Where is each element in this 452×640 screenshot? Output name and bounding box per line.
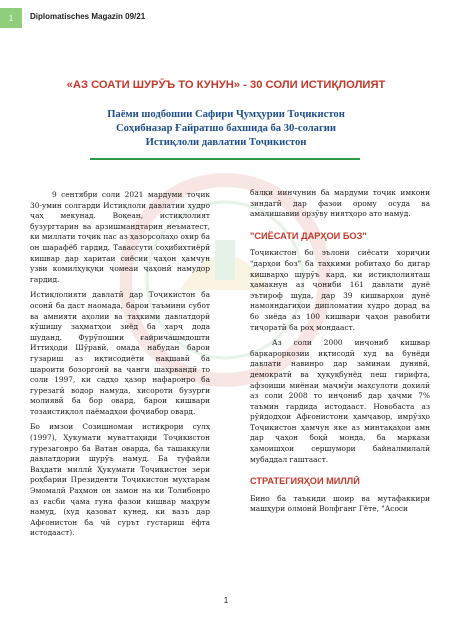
article-subtitle — [60, 108, 392, 150]
page-number: 1 — [223, 596, 229, 605]
body-paragraph: 9 сентябри соли 2021 мардуми тоҷик 30-умин солгарди Истиқлоли давлатии худро ҷаҳ мекунад. Воқеан, истиқлолият бузургтарин ва арзишмандтарин неъматест, ки миллати тоҷик пас аз ҳазорсолаҳо охир ба он шарафёб гардид. Тавассути соҳибихтиёрӣ кишвар дар харитаи сиёсии ҷаҳон ҳамчун узви комилҳуқуқи ҷомеаи ҷаҳонӣ намудор гардид. — [30, 190, 210, 284]
section-heading: "СИЁСАТИ ДАРҲОИ БОЗ" — [250, 230, 367, 241]
page-tab-number: 1 — [8, 13, 14, 23]
body-paragraph: балки иинчунин ба мардуми тоҷик имкони зиндагӣ дар фазои орому осуда ва амалишавии орзӯву ниятҳоро ато намуд. — [250, 188, 430, 219]
section-heading: СТРАТЕГИЯҲОИ МИЛЛӢ — [250, 476, 360, 487]
body-paragraph: Истиқлолияти давлатӣ дар Тоҷикистон ба осонӣ ба даст наомада, барои таъмини субот ва амнияти аҳолии ва таҳкими давлатдорӣ кӯшишу заҳматҳои зиёд ба харҷ дода шуданд. Фурӯпошии ғайричашмдошти Иттиҳоди Шӯравӣ, омада набудан барои гузариш аз иқтисодиёти нақшавӣ ба шароити бозоргонӣ ва ҷанги шаҳрвандӣ то соли 1997, ки садҳо ҳазор нафаронро ба гурезагӣ водор намуда, хисороти бузурги молиявӣ ба бор овард, барои кишвари тозаистиқлол паёмадҳои фоҷиабор овард. — [30, 290, 210, 416]
subtitle-line: Истиқлоли давлатии Тоҷикистон — [145, 137, 307, 148]
body-paragraph: Аз соли 2000 инҷониб кишвар баркароркозии иқтисодӣ худ ва бунёди давлати навинро дар заминаи дунявӣ, демократӣ ва ҳуқуқбунёд пеш гирифта, афзоиши миёнаи маҷмӯи маҳсулоти дохилӣ аз соли 2008 то инҷониб дар ҳаҷми 7% таъмин гардида истодааст. Новобаста аз рӯйдодҳои Афғонистони ҳамҷавор, имрӯзҳо Тоҷикистон ҳамчун яке аз минтақаҳои амн дар ҷаҳон боқӣ монда, ба маркази ҳамоишҳои сершумори байналмилалӣ мубаддал гаштааст. — [250, 338, 430, 464]
left-column — [30, 190, 210, 544]
subtitle-line: Паёми шодбошии Сафири Ҷумҳурии Тоҷикистон — [107, 109, 345, 120]
magazine-masthead: Diplomatisches Magazin 09/21 — [30, 12, 146, 21]
subtitle-line: Соҳибназар Ғайратшо бахшида ба 30-солагии — [115, 123, 336, 134]
page-tab — [0, 8, 22, 28]
right-column — [250, 188, 430, 520]
body-paragraph: Бино ба таъкиди шоир ва мутафаккири машҳури олмонӣ Волфганг Гёте, "Асоси — [250, 493, 430, 514]
article-title: «АЗ СОАТИ ШУРӮЪ ТО КУНУН» - 30 СОЛИ ИСТИҚЛОЛИЯТ — [66, 79, 386, 91]
title-divider — [90, 158, 360, 160]
body-paragraph: Тоҷикистон бо эълони сиёсати хориҷии "дарҳои боз" ба таҳкими робитаҳо бо дигар кишварҳо шурӯъ кард, ки истиқлолияташ ҳамакнун аз ҷониби 161 давлати дунё эътироф шуда, дар 39 кишварҳои дунё намояндагиҳои дипломатии худро дорад ва бо зиёда аз 100 кишвари ҷаҳон равобити тиҷоратӣ ба роҳ мондааст. — [250, 248, 430, 332]
body-paragraph: Бо имзои Созишномаи истиқрори сулҳ (1997), Ҳукумати муваттаҳиди Тоҷикистон гурезагонро ба Ватан оварда, ба ташаккули давлатдории шурӯъ намуд. Ба туфайли Ваҳдати миллӣ Ҳукумати Тоҷикистон зери роҳбарии Президенти Тоҷикистон муҳтарам Эмомалӣ Раҳмон он замон на ки Толибонро аз ғасби ҷама гуна фазои кишвар маҳрум намуд, (худ қазоват кунед, ки вазъ дар Афғонистон ба чӣ сурът густариш ёфта истодааст). — [30, 422, 210, 538]
